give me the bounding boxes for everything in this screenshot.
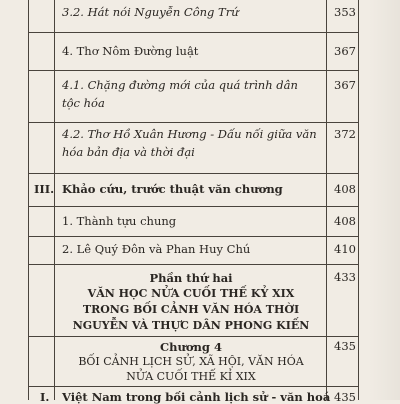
toc-entry-label-cont: tộc hóa xyxy=(62,96,105,110)
part-title-line: NGUYỄN VÀ THỰC DÂN PHONG KIẾN xyxy=(72,319,310,332)
part-heading: Phần thứ hai xyxy=(149,271,233,285)
chapter-title-line: NỬA CUỐI THẾ KỈ XIX xyxy=(126,370,256,383)
toc-entry-label: 4. Thơ Nôm Đường luật xyxy=(62,44,199,58)
toc-entry-4-1 xyxy=(62,78,298,110)
page-shadow xyxy=(368,0,400,400)
toc-entry-4 xyxy=(62,44,198,58)
toc-entry-label: 3.2. Hát nói Nguyễn Công Trứ xyxy=(62,5,239,19)
toc-entry-page: 410 xyxy=(334,242,356,256)
toc-entry-page: 372 xyxy=(334,127,356,141)
row-divider xyxy=(28,386,358,387)
toc-entry-page: 367 xyxy=(334,44,356,58)
table-divider-page xyxy=(326,0,327,400)
row-divider xyxy=(28,32,358,33)
row-divider xyxy=(28,122,358,123)
row-divider xyxy=(28,173,358,174)
toc-entry-page: 408 xyxy=(334,182,356,196)
part-title xyxy=(60,286,322,334)
section-roman-numeral: III. xyxy=(34,182,55,196)
toc-entry-page: 353 xyxy=(334,5,356,19)
part-title-line: TRONG BỐI CẢNH VĂN HÓA THỜI xyxy=(82,303,300,316)
table-divider-roman xyxy=(54,0,55,400)
chapter-heading: Chương 4 xyxy=(160,340,222,354)
toc-entry-page: 435 xyxy=(334,390,356,404)
toc-entry-label-cont: hóa bản địa và thời đại xyxy=(62,145,195,159)
part-title-line: VĂN HỌC NỬA CUỐI THẾ KỶ XIX xyxy=(87,287,295,300)
row-divider xyxy=(28,236,358,237)
section-heading: Việt Nam trong bối cảnh lịch sử - văn hoá xyxy=(62,390,331,404)
toc-entry-label: 2. Lê Quý Đôn và Phan Huy Chú xyxy=(62,242,251,256)
toc-entry-label: 4.1. Chặng đường mới của quá trình dân xyxy=(62,78,298,92)
row-divider xyxy=(28,336,358,337)
section-heading: Khảo cứu, trước thuật văn chương xyxy=(62,182,283,196)
part-page: 433 xyxy=(334,270,356,284)
section-roman-numeral: I. xyxy=(40,390,50,404)
table-border-right xyxy=(358,0,359,400)
table-border-left xyxy=(28,0,29,400)
chapter-page: 435 xyxy=(334,339,356,353)
toc-entry-page: 367 xyxy=(334,78,356,92)
chapter-title-line: BỐI CẢNH LỊCH SỬ, XÃ HỘI, VĂN HÓA xyxy=(78,355,304,368)
row-divider xyxy=(28,264,358,265)
toc-entry-3-2 xyxy=(62,5,239,19)
toc-entry-label: 1. Thành tựu chung xyxy=(62,214,177,228)
toc-entry-4-2 xyxy=(62,127,317,159)
chapter-title xyxy=(60,354,322,384)
row-divider xyxy=(28,206,358,207)
toc-entry-page: 408 xyxy=(334,214,356,228)
toc-entry-label: 4.2. Thơ Hồ Xuân Hương - Dấu nối giữa văn xyxy=(62,127,317,141)
row-divider xyxy=(28,70,358,71)
